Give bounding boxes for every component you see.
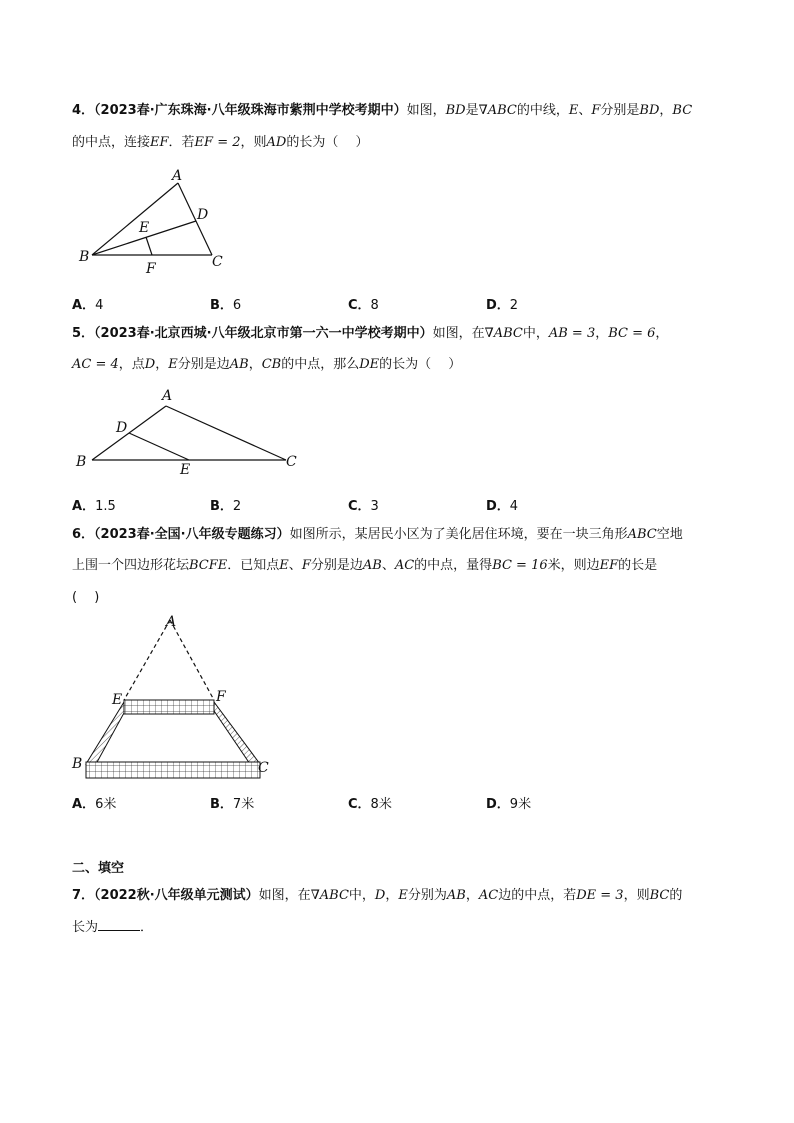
q6-option-c[interactable] bbox=[348, 793, 392, 812]
q7-source: （2022秋·八年级单元测试） bbox=[94, 888, 259, 903]
q4-label-e: E bbox=[139, 220, 150, 236]
q5-text: 中， bbox=[522, 326, 549, 341]
q4-text: 的中点，连接 bbox=[72, 135, 151, 150]
q5-label-a: A bbox=[162, 388, 173, 404]
q4-var-bc: BC bbox=[672, 103, 693, 118]
q4-label-f: F bbox=[146, 261, 156, 277]
q6-dashed-af bbox=[170, 620, 214, 700]
q4-text: 是 bbox=[465, 103, 479, 118]
q6-dashed-ae bbox=[124, 620, 170, 700]
q7-text: ， bbox=[385, 888, 399, 903]
q6-number: 6． bbox=[72, 527, 95, 542]
q6-fence-top bbox=[124, 700, 214, 714]
q6-var-f: F bbox=[301, 558, 311, 573]
option-letter: C． bbox=[348, 797, 371, 812]
q4-label-b: B bbox=[79, 249, 90, 265]
option-value: 6米 bbox=[95, 797, 117, 812]
q7-text: 的 bbox=[669, 888, 683, 903]
q4-var-f: F bbox=[591, 103, 601, 118]
q6-text: 、 bbox=[381, 558, 395, 573]
q4-option-b[interactable] bbox=[210, 294, 241, 313]
q7-var-e: E bbox=[398, 888, 408, 903]
q7-var-ac: AC bbox=[478, 888, 499, 903]
q6-var-ab: AB bbox=[362, 558, 382, 573]
q4-option-d[interactable] bbox=[486, 294, 518, 313]
q7-number: 7． bbox=[72, 888, 95, 903]
q6-var-ef: EF bbox=[599, 558, 619, 573]
q6-label-f: F bbox=[216, 689, 226, 705]
option-value: 4 bbox=[95, 298, 104, 313]
q4-text: 的中线， bbox=[516, 103, 569, 118]
q5-line-2 bbox=[72, 356, 461, 374]
q7-var-ab: AB bbox=[446, 888, 466, 903]
q5-text: 如图，在 bbox=[432, 326, 485, 341]
q4-text: ，则 bbox=[240, 135, 267, 150]
q5-var-cb: CB bbox=[261, 357, 282, 372]
option-value: 6 bbox=[232, 298, 242, 313]
q6-var-e: E bbox=[279, 558, 289, 573]
q5-source: （2023春·北京西城·八年级北京市第一六一中学校考期中） bbox=[94, 326, 433, 341]
q4-text: ．若 bbox=[168, 135, 195, 150]
q6-label-c: C bbox=[258, 760, 269, 776]
q5-text: ， bbox=[248, 357, 262, 372]
q7-line-1 bbox=[72, 887, 682, 905]
q5-figure bbox=[70, 384, 310, 480]
q4-var-e: E bbox=[568, 103, 579, 118]
q7-text: 长为 bbox=[72, 920, 99, 935]
option-letter: A． bbox=[72, 797, 96, 812]
q4-segment-ef bbox=[146, 237, 152, 255]
q4-var-ad: AD bbox=[266, 135, 287, 150]
q6-var-bcfe: BCFE bbox=[189, 558, 228, 573]
q7-var-triangle: ∇ABC bbox=[310, 888, 349, 903]
q4-var-bd: BD bbox=[639, 103, 660, 118]
q5-var-ab: AB = 3 bbox=[548, 326, 596, 341]
q5-number: 5． bbox=[72, 326, 95, 341]
q5-text: ， bbox=[655, 326, 669, 341]
q6-text: ( ) bbox=[72, 590, 100, 605]
q7-text: 边的中点，若 bbox=[498, 888, 577, 903]
q4-text: 的长为（ ） bbox=[286, 135, 369, 150]
q5-label-d: D bbox=[116, 420, 128, 436]
option-value: 2 bbox=[232, 499, 242, 514]
q6-label-a: A bbox=[166, 614, 177, 630]
q6-text: 的中点，量得 bbox=[414, 558, 493, 573]
q5-line-1 bbox=[72, 325, 668, 343]
section-heading: 二、填空 bbox=[72, 861, 125, 876]
q6-line-3 bbox=[72, 589, 99, 607]
q7-var-de: DE = 3 bbox=[576, 888, 624, 903]
q5-text: 的长为（ ） bbox=[379, 357, 462, 372]
q5-text: ， bbox=[595, 326, 609, 341]
q5-var-e: E bbox=[168, 357, 178, 372]
q6-var-abc: ABC bbox=[627, 527, 657, 542]
q6-text: 如图所示，某居民小区为了美化居住环境，要在一块三角形 bbox=[289, 527, 628, 542]
q5-text: 的中点，那么 bbox=[281, 357, 360, 372]
q6-text: 空地 bbox=[656, 527, 683, 542]
option-value: 8 bbox=[370, 298, 379, 313]
q6-label-e: E bbox=[112, 692, 123, 708]
q5-text: ， bbox=[155, 357, 169, 372]
q4-var-bd: BD bbox=[445, 103, 466, 118]
q4-text: ， bbox=[659, 103, 673, 118]
q4-line-1 bbox=[72, 102, 692, 120]
q6-line-1 bbox=[72, 526, 683, 544]
q4-line-2 bbox=[72, 134, 368, 152]
q5-var-d: D bbox=[144, 357, 156, 372]
q6-source: （2023春·全国·八年级专题练习） bbox=[94, 527, 290, 542]
q6-line-2 bbox=[72, 557, 657, 575]
q6-var-bc: BC = 16 bbox=[492, 558, 548, 573]
option-value: 3 bbox=[370, 499, 379, 514]
q6-figure bbox=[66, 610, 286, 786]
q4-text: 如图， bbox=[406, 103, 446, 118]
q6-fence-right bbox=[208, 702, 260, 764]
q6-text: 上围一个四边形花坛 bbox=[72, 558, 190, 573]
q6-text: 分别是边 bbox=[310, 558, 363, 573]
q5-label-b: B bbox=[76, 454, 87, 470]
q6-option-b[interactable] bbox=[210, 793, 254, 812]
q4-label-c: C bbox=[212, 254, 223, 270]
q4-text: 分别是 bbox=[600, 103, 640, 118]
q4-figure bbox=[70, 162, 240, 282]
option-letter: D． bbox=[486, 298, 510, 313]
q7-text: 如图，在 bbox=[258, 888, 311, 903]
q5-var-triangle: ∇ABC bbox=[484, 326, 523, 341]
q5-var-ac: AC = 4 bbox=[72, 357, 119, 372]
q5-text: 分别是边 bbox=[177, 357, 230, 372]
q5-var-de: DE bbox=[359, 357, 380, 372]
q5-text: ，点 bbox=[118, 357, 145, 372]
option-letter: D． bbox=[486, 499, 510, 514]
q5-segment-de bbox=[129, 433, 189, 460]
q5-label-c: C bbox=[286, 454, 297, 470]
option-value: 9米 bbox=[509, 797, 532, 812]
q4-var-ef: EF bbox=[150, 135, 169, 150]
q4-option-c[interactable] bbox=[348, 294, 379, 313]
q5-option-c[interactable] bbox=[348, 495, 379, 514]
option-value: 4 bbox=[509, 499, 519, 514]
option-letter: C． bbox=[348, 298, 371, 313]
q7-var-d: D bbox=[374, 888, 386, 903]
q7-var-bc: BC bbox=[649, 888, 670, 903]
q4-condition: EF = 2 bbox=[194, 135, 241, 150]
q6-label-b: B bbox=[72, 756, 83, 772]
option-value: 1.5 bbox=[95, 499, 116, 514]
option-letter: B． bbox=[210, 797, 233, 812]
q6-option-d[interactable] bbox=[486, 793, 531, 812]
option-value: 7米 bbox=[232, 797, 255, 812]
q4-label-a: A bbox=[172, 168, 183, 184]
q4-segment-ba bbox=[92, 183, 178, 255]
q6-text: 米，则边 bbox=[547, 558, 600, 573]
q4-text: 、 bbox=[578, 103, 592, 118]
q5-var-ab: AB bbox=[229, 357, 249, 372]
q7-text: ， bbox=[465, 888, 479, 903]
q5-var-bc: BC = 6 bbox=[608, 326, 656, 341]
option-letter: B． bbox=[210, 298, 233, 313]
q4-source: （2023春·广东珠海·八年级珠海市紫荆中学校考期中） bbox=[94, 103, 407, 118]
q7-text: ． bbox=[140, 920, 154, 935]
q5-option-b[interactable] bbox=[210, 495, 241, 514]
q4-var-triangle: ∇ABC bbox=[478, 103, 517, 118]
q6-option-a[interactable] bbox=[72, 793, 116, 812]
q5-segment-ac bbox=[166, 406, 286, 460]
q7-answer-blank[interactable] bbox=[98, 918, 140, 931]
option-letter: B． bbox=[210, 499, 233, 514]
q6-text: ．已知点 bbox=[227, 558, 280, 573]
q5-option-a[interactable] bbox=[72, 495, 116, 514]
option-letter: A． bbox=[72, 499, 96, 514]
q5-option-d[interactable] bbox=[486, 495, 518, 514]
option-letter: D． bbox=[486, 797, 510, 812]
q7-text: 中， bbox=[348, 888, 375, 903]
q7-text: 分别为 bbox=[407, 888, 447, 903]
q6-text: 的长是 bbox=[618, 558, 658, 573]
q7-line-2 bbox=[72, 918, 153, 937]
option-letter: A． bbox=[72, 298, 96, 313]
option-letter: C． bbox=[348, 499, 371, 514]
option-value: 2 bbox=[509, 298, 519, 313]
q6-fence-left bbox=[86, 702, 130, 764]
q6-var-ac: AC bbox=[394, 558, 415, 573]
q5-label-e: E bbox=[180, 462, 191, 478]
q4-number: 4． bbox=[72, 103, 95, 118]
q4-label-d: D bbox=[197, 207, 209, 223]
option-value: 8米 bbox=[370, 797, 392, 812]
q7-text: ，则 bbox=[623, 888, 650, 903]
q4-option-a[interactable] bbox=[72, 294, 103, 313]
q6-text: 、 bbox=[288, 558, 302, 573]
q6-fence-bottom bbox=[86, 762, 260, 778]
